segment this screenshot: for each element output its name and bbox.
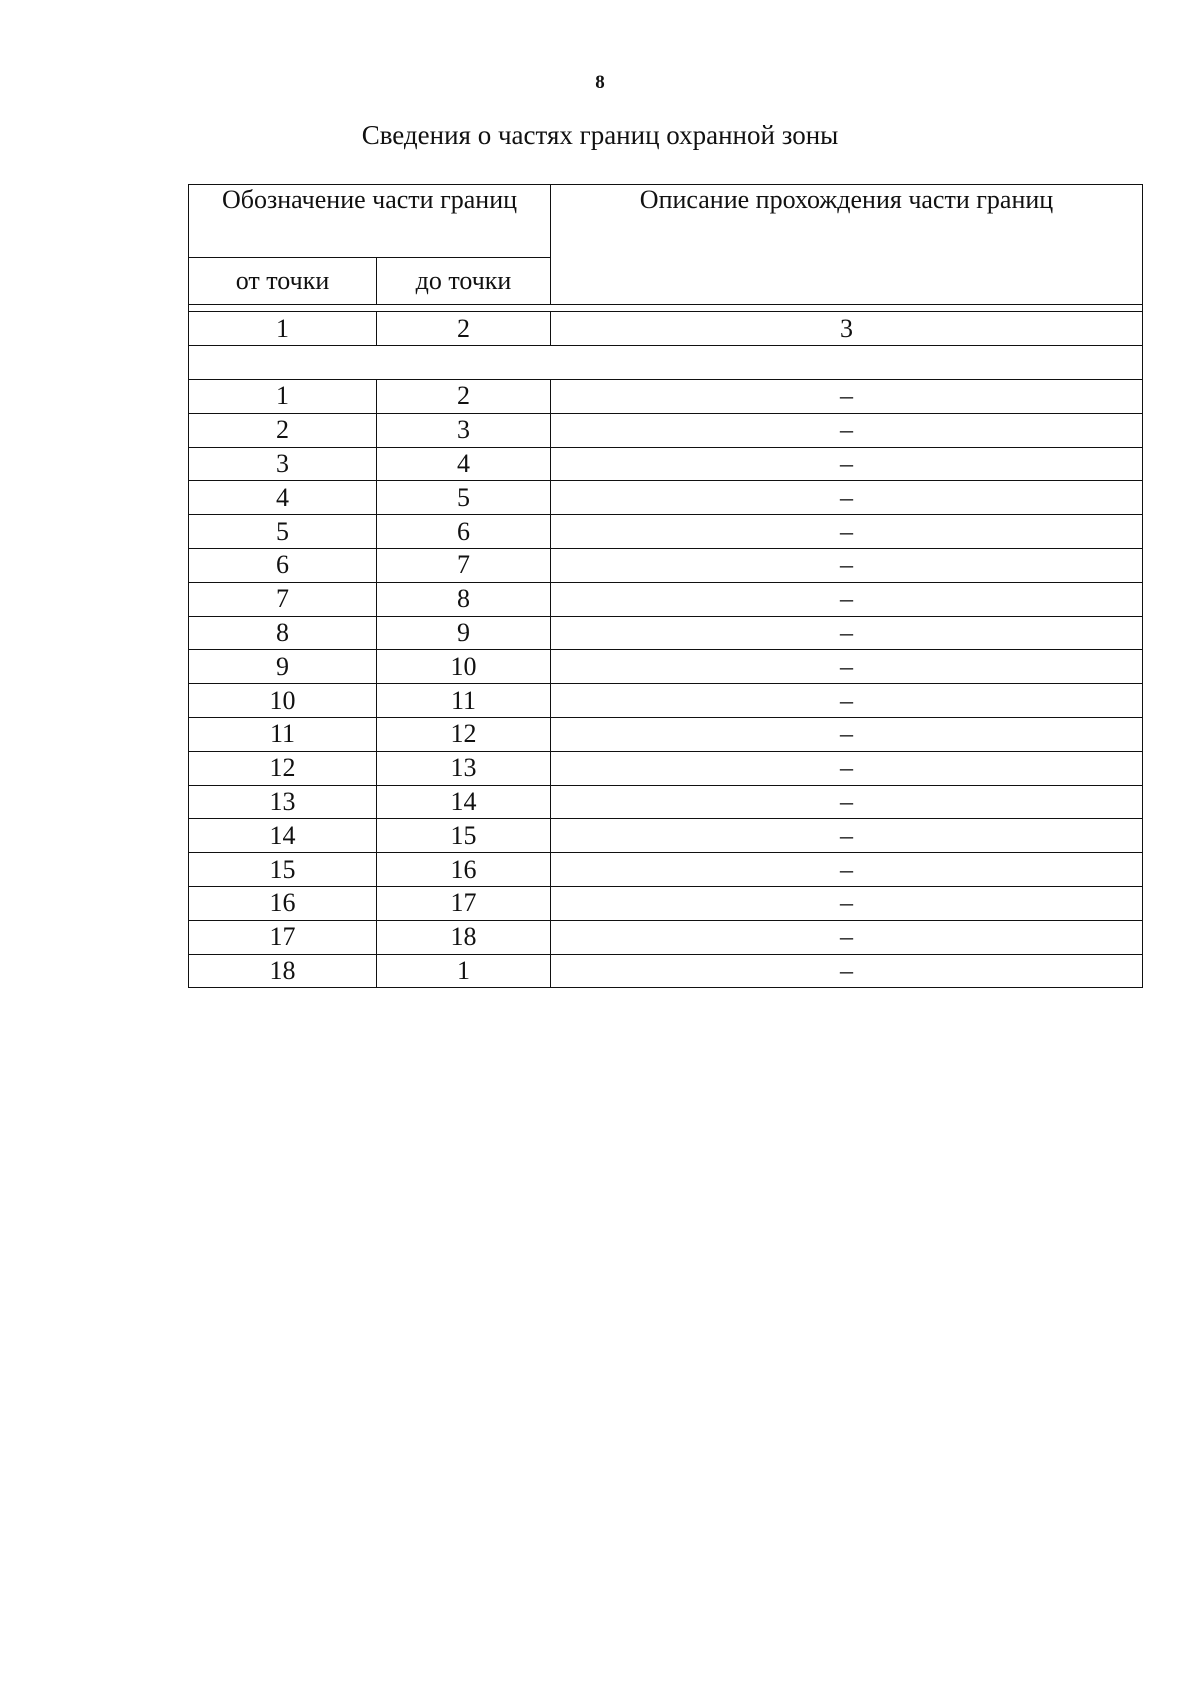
table-row (189, 684, 1143, 718)
to-point-cell: 6 (377, 515, 551, 549)
header-to-point: до точки (377, 258, 551, 305)
to-point-cell: 16 (377, 853, 551, 887)
table-row (189, 616, 1143, 650)
from-point-cell: 6 (189, 548, 377, 582)
table-row (189, 954, 1143, 988)
column-number: 3 (551, 312, 1143, 346)
table-row (189, 886, 1143, 920)
description-cell: – (551, 616, 1143, 650)
to-point-cell: 9 (377, 616, 551, 650)
section-row-empty (189, 346, 1143, 380)
description-cell: – (551, 548, 1143, 582)
description-cell: – (551, 582, 1143, 616)
from-point-cell: 16 (189, 886, 377, 920)
table-row (189, 515, 1143, 549)
table-row (189, 920, 1143, 954)
header-boundary-part-description: Описание прохождения части границ (551, 185, 1143, 305)
to-point-cell: 4 (377, 447, 551, 481)
description-cell: – (551, 886, 1143, 920)
to-point-cell: 18 (377, 920, 551, 954)
table-row (189, 751, 1143, 785)
from-point-cell: 8 (189, 616, 377, 650)
description-cell: – (551, 447, 1143, 481)
from-point-cell: 3 (189, 447, 377, 481)
from-point-cell: 18 (189, 954, 377, 988)
table-row (189, 481, 1143, 515)
description-cell: – (551, 751, 1143, 785)
to-point-cell: 5 (377, 481, 551, 515)
to-point-cell: 7 (377, 548, 551, 582)
table-row (189, 582, 1143, 616)
column-number: 2 (377, 312, 551, 346)
table-row (189, 413, 1143, 447)
from-point-cell: 9 (189, 650, 377, 684)
table-row (189, 785, 1143, 819)
table-row (189, 548, 1143, 582)
table-row (189, 819, 1143, 853)
header-spacer (189, 305, 1143, 312)
from-point-cell: 15 (189, 853, 377, 887)
description-cell: – (551, 717, 1143, 751)
page-number: 8 (595, 72, 605, 93)
to-point-cell: 10 (377, 650, 551, 684)
table-row (189, 717, 1143, 751)
boundary-parts-table (188, 184, 1143, 988)
description-cell: – (551, 481, 1143, 515)
description-cell: – (551, 515, 1143, 549)
header-boundary-part-designation: Обозначение части границ (189, 185, 551, 258)
table-row (189, 853, 1143, 887)
description-cell: – (551, 380, 1143, 414)
to-point-cell: 1 (377, 954, 551, 988)
table-row (189, 447, 1143, 481)
table-header (189, 185, 1143, 312)
to-point-cell: 8 (377, 582, 551, 616)
from-point-cell: 7 (189, 582, 377, 616)
table-row (189, 650, 1143, 684)
description-cell: – (551, 954, 1143, 988)
to-point-cell: 15 (377, 819, 551, 853)
description-cell: – (551, 650, 1143, 684)
description-cell: – (551, 785, 1143, 819)
to-point-cell: 2 (377, 380, 551, 414)
from-point-cell: 13 (189, 785, 377, 819)
from-point-cell: 17 (189, 920, 377, 954)
to-point-cell: 3 (377, 413, 551, 447)
to-point-cell: 13 (377, 751, 551, 785)
table-body (189, 312, 1143, 988)
description-cell: – (551, 853, 1143, 887)
description-cell: – (551, 920, 1143, 954)
from-point-cell: 12 (189, 751, 377, 785)
from-point-cell: 2 (189, 413, 377, 447)
from-point-cell: 4 (189, 481, 377, 515)
document-title: Сведения о частях границ охранной зоны (361, 120, 839, 150)
column-number: 1 (189, 312, 377, 346)
description-cell: – (551, 819, 1143, 853)
header-from-point: от точки (189, 258, 377, 305)
description-cell: – (551, 413, 1143, 447)
description-cell: – (551, 684, 1143, 718)
to-point-cell: 14 (377, 785, 551, 819)
from-point-cell: 5 (189, 515, 377, 549)
to-point-cell: 17 (377, 886, 551, 920)
to-point-cell: 12 (377, 717, 551, 751)
from-point-cell: 1 (189, 380, 377, 414)
to-point-cell: 11 (377, 684, 551, 718)
from-point-cell: 14 (189, 819, 377, 853)
column-number-row (189, 312, 1143, 346)
from-point-cell: 10 (189, 684, 377, 718)
table-row (189, 380, 1143, 414)
from-point-cell: 11 (189, 717, 377, 751)
